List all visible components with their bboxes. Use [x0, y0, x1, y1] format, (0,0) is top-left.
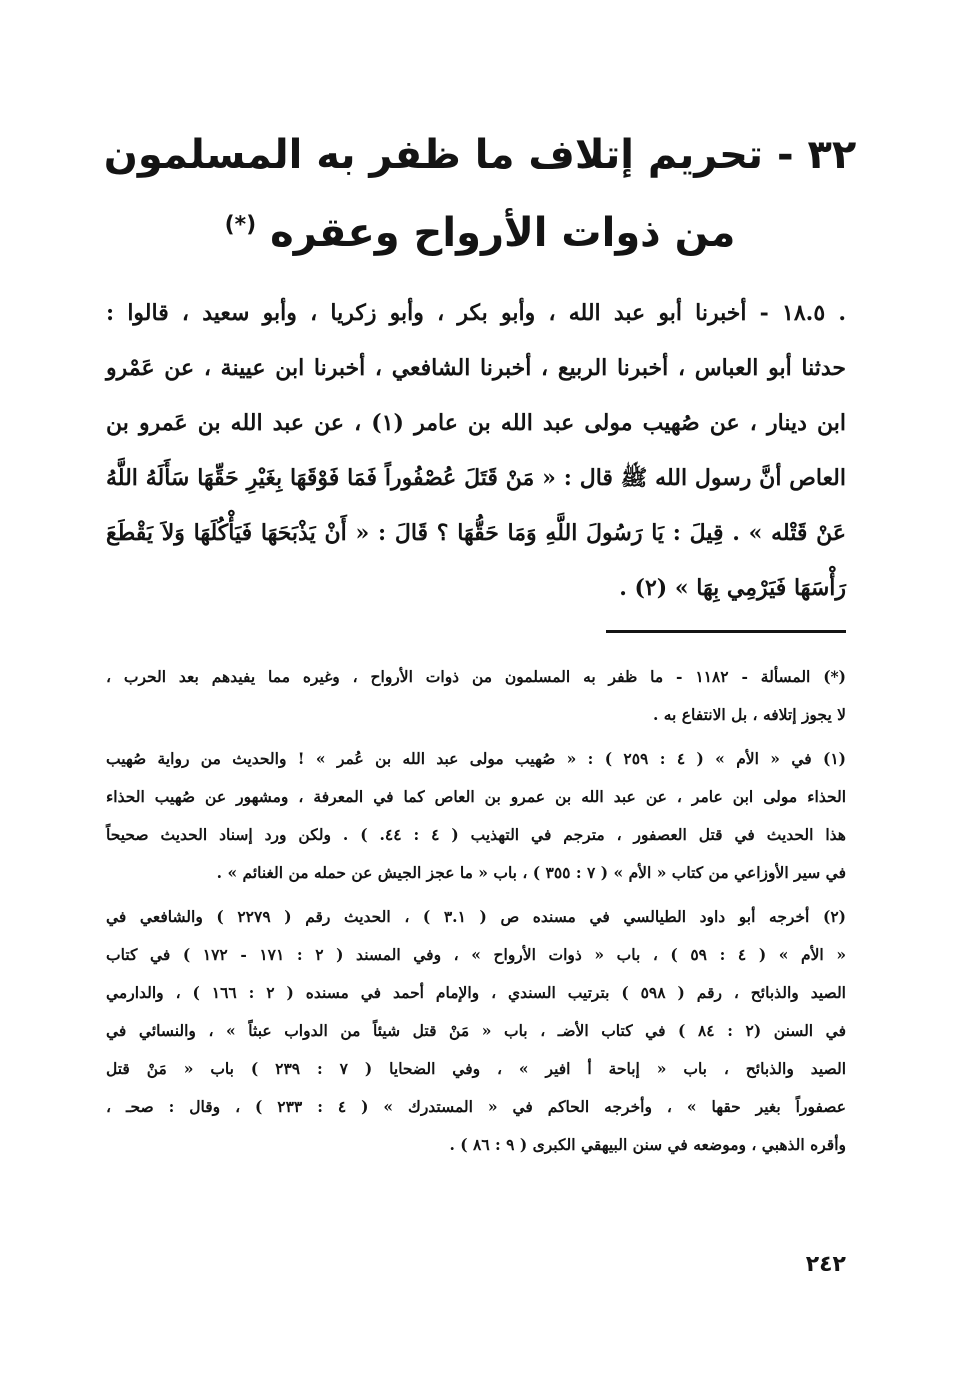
- body-line: حدثنا أبو العباس ، أخبرنا الربيع ، أخبرنا الشافعي ، أخبرنا ابن عيينة ، عن عَمْرو: [106, 355, 846, 381]
- chapter-title-line-1: [100, 132, 860, 178]
- footnote-line: (*) المسألة - ١١٨٢ - ما ظفر به المسلمون من ذوات الأرواح ، وغيره مما يفيدهم بعد الحرب ،: [106, 667, 846, 686]
- body-line: عَنْ قَتْله » . قِيلَ : يَا رَسُولَ اللَّهِ وَمَا حَقُّهَا ؟ قَالَ : « أَنْ يَذْبَحَهَا فَيَأْكُلَهَا وَلاَ يَقْطَعَ: [106, 520, 846, 546]
- body-line: ابن دينار ، عن صُهيب مولى عبد الله بن عامر (١) ، عن عبد الله بن عَمرو بن: [106, 410, 846, 436]
- footnote-line: لا يجوز إتلافه ، بل الانتفاع به .: [652, 705, 846, 724]
- footnote-line: الصيد والذبائح ، باب « إباحة أ افير » ، وفي الضحايا ( ٧ : ٢٣٩ ) باب « مَنْ قتل: [106, 1059, 847, 1078]
- footnote-line: (١) في « الأم » ( ٤ : ٢٥٩ ) : « صُهيب مولى عبد الله بن عُمر » ! والحديث من رواية صُهيب: [106, 749, 847, 768]
- body-line: . ١٨.٥ - أخبرنا أبو عبد الله ، وأبو بكر ، وأبو زكريا ، وأبو سعيد ، قالوا :: [106, 300, 847, 326]
- footnote-line: (٢) أخرجه أبو داود الطيالسي في مسنده ص ( ٣.١ ) ، الحديث رقم ( ٢٢٧٩ ) والشافعي في: [106, 907, 846, 926]
- footnote-line: « الأم » ( ٤ : ٥٩ ) ، باب « ذوات الأرواح » ، وفي المسند ( ٢ : ١٧١ - ١٧٢ ) في كتاب: [106, 945, 847, 964]
- footnote-star: [106, 658, 846, 734]
- footnote-line: عصفوراً بغير حقها » ، وأخرجه الحاكم في « المستدرك » ( ٤ : ٢٣٣ ) ، وقال : صحـ ،: [106, 1097, 846, 1116]
- footnote-line: الحذاء مولى ابن عامر ، عن عبد الله بن عمرو بن العاص كما في المعرفة ، ومشهور عن صُهيب الحذاء: [106, 787, 846, 806]
- footnote-line: الصيد والذبائح ، رقم ( ٥٩٨ ) بترتيب السندي ، والإمام أحمد في مسنده ( ٢ : ١٦٦ ) ، والدارمي: [106, 983, 846, 1002]
- footnote-line: هذا الحديث في قتل العصفور ، مترجم في التهذيب ( ٤ : ٤٤. ) . ولكن ورد إسناد الحديث صحيحاً: [106, 825, 846, 844]
- footnote-line: في السنن (٢ : ٨٤ ) في كتاب الأضـ ، باب « مَنْ قتل شيئاً من الدواب عبثاً » ، والنسائي في: [106, 1021, 847, 1040]
- footnote-separator: [606, 630, 846, 633]
- page-number: ٢٤٢: [805, 1252, 846, 1277]
- hadith-body: [106, 286, 846, 616]
- chapter-title-text-1: ٣٢ - تحريم إتلاف ما ظفر به المسلمون: [103, 132, 857, 178]
- chapter-title-footnote-mark: (*): [224, 212, 257, 238]
- body-line: العاص أنَّ رسول الله ﷺ قال : « مَنْ قَتَلَ عُصْفُوراً فَمَا فَوْقَهَا بِغَيْرِ حَقِّهَا سَأَلَهُ اللَّهُ: [106, 465, 846, 491]
- chapter-title-line-2: [100, 210, 860, 256]
- footnotes: [106, 658, 846, 1170]
- footnote-1: [106, 740, 846, 892]
- footnote-line: في سير الأوزاعي من كتاب « الأم » ( ٧ : ٣٥٥ ) ، باب « ما عجز الجيش عن حمله من الغنائم » .: [216, 863, 846, 882]
- footnote-line: وأقره الذهبي ، وموضعه في سنن البيهقي الكبرى ( ٩ : ٨٦ ) .: [449, 1135, 846, 1154]
- chapter-title-text-2: من ذوات الأرواح وعقره: [270, 210, 736, 256]
- footnote-2: [106, 898, 846, 1164]
- body-line: رَأْسَهَا فَيَرْمِي بِهَا » (٢) .: [619, 575, 846, 601]
